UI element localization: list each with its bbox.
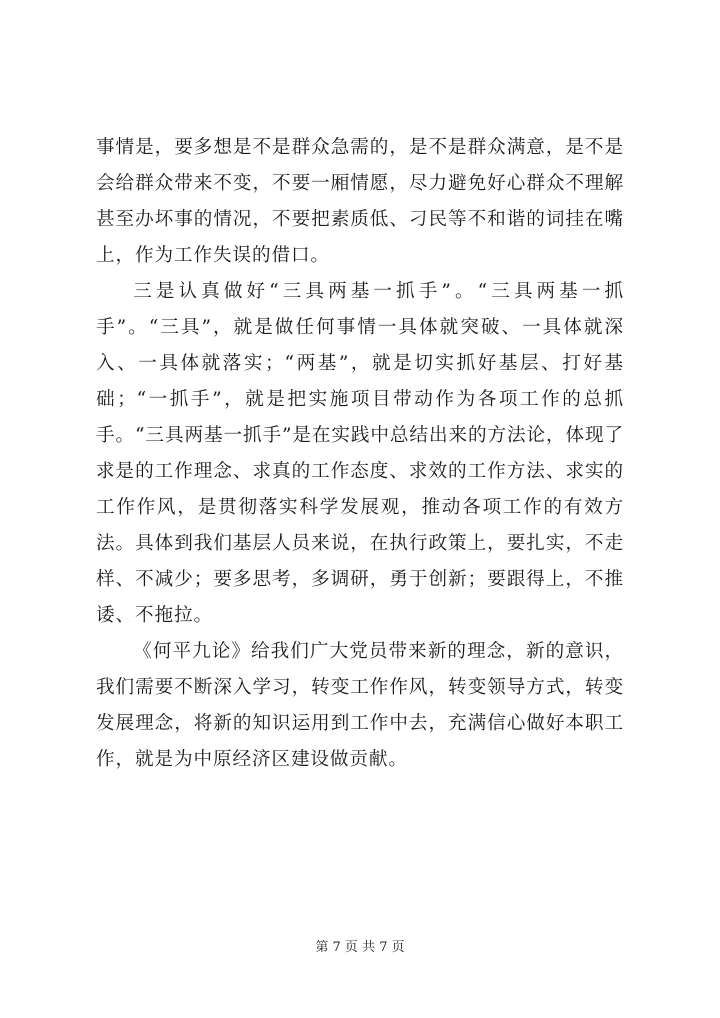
paragraph-2: 三是认真做好“三具两基一抓手”。“三具两基一抓手”。“三具”，就是做任何事情一具体就突破、一具体就深入、一具体就落实；“两基”，就是切实抓好基层、打好基础；“一抓手”，就是把实施项目带动作为各项工作的总抓手。“三具两基一抓手”是在实践中总结出来的方法论，体现了求是的工作理念、求真的工作态度、求效的工作方法、求实的工作作风，是贯彻落实科学发展观，推动各项工作的有效方法。具体到我们基层人员来说，在执行政策上，要扎实，不走样、不减少；要多思考，多调研，勇于创新；要跟得上，不推诿、不拖拉。: [96, 281, 624, 626]
page-number-footer: 第 7 页 共 7 页: [315, 940, 405, 955]
document-body: [96, 130, 624, 778]
paragraph-3: 《何平九论》给我们广大党员带来新的理念，新的意识，我们需要不断深入学习，转变工作作风，转变领导方式，转变发展理念，将新的知识运用到工作中去，充满信心做好本职工作，就是为中原经济区建设做贡献。: [96, 641, 624, 770]
paragraph-1: 事情是，要多想是不是群众急需的，是不是群众满意，是不是会给群众带来不变，不要一厢情愿，尽力避免好心群众不理解甚至办坏事的情况，不要把素质低、刁民等不和谐的词挂在嘴上，作为工作失误的借口。: [96, 137, 624, 266]
